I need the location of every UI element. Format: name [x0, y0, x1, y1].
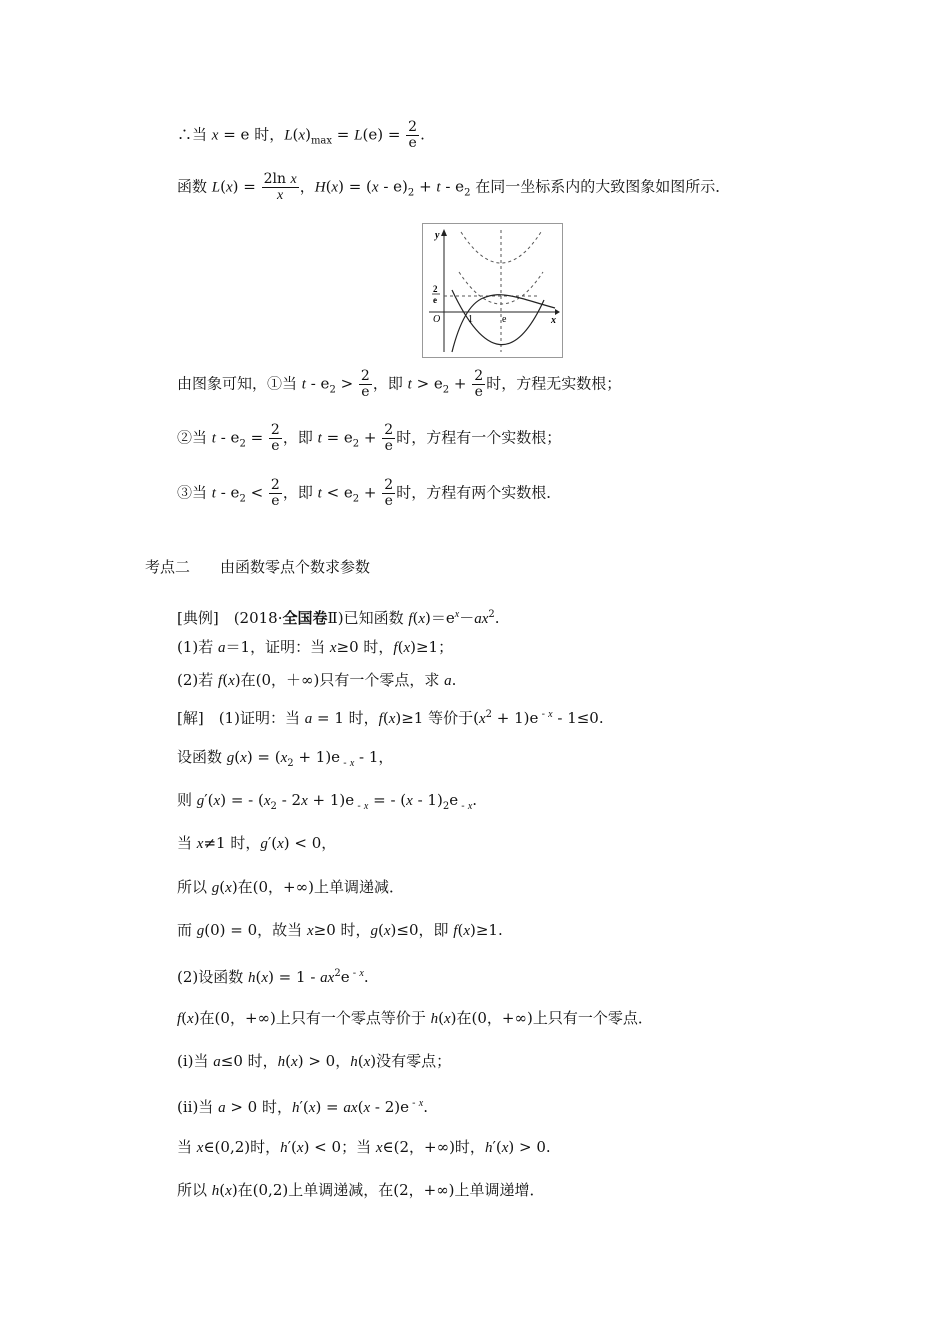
line-case-2: ②当 t - $e_2$ = $\frac{2}{e}$ ，即 $t = e_2$ + $\frac{2}{e}$ 时，方程有一个实数根；	[177, 422, 562, 454]
tick-1-label: 1	[468, 314, 473, 325]
line-case-1: 由图象可知，①当 t - $e_2$ > $\frac{2}{e}$ ，即 $t > e_2$ + $\frac{2}{e}$ 时，方程无实数根；	[177, 368, 622, 400]
solution-line-3: 则 g′(x) = - $(x_2 - 2x + 1)e$ $_{- x}$ = - $(x - 1)_2e$ $_{- x}$.	[177, 791, 478, 812]
y-axis-arrow	[441, 229, 447, 236]
parabola-middle	[459, 272, 543, 304]
line-case-3: ③当 t - $e_2$ < $\frac{2}{e}$ ，即 $t < e_2$ + $\frac{2}{e}$ 时，方程有两个实数根．	[177, 477, 562, 509]
solution-line-1: [解] (1)证明：当 a = 1 时，f(x)≥1 等价于$(x^2 + 1)e$ $^{- x}$ - 1≤0.	[177, 709, 604, 727]
section-heading: 考点二 由函数零点个数求参数	[145, 558, 371, 576]
solution-line-2: 设函数 $g(x) = (x_2 + 1)e$ $_{- x}$ - 1，	[177, 748, 394, 769]
line-functions: 函数 L(x) = $\frac{\text{2ln x}}{x}$ ，$H(x) = (x - e)_2 + t - e_2$ 在同一坐标系内的大致图象如图所示．	[177, 171, 731, 203]
solution-line-9: (ⅰ)当 a≤0 时，h(x) > 0，h(x)没有零点；	[177, 1052, 452, 1070]
solution-line-8: f(x)在(0，+∞)上只有一个零点等价于 h(x)在(0，+∞)上只有一个零点．	[177, 1009, 653, 1027]
parabola-solid	[452, 290, 544, 345]
line-lmax: ∴当 x = e 时，$L(x)_{max} = L(e)$ = $\frac{2}{e}$ .	[177, 119, 425, 151]
solution-line-12: 所以 h(x)在(0,2)上单调递减，在(2，+∞)上单调递增．	[177, 1181, 545, 1199]
example-line-3: (2)若 f(x)在(0，＋∞)只有一个零点，求 a.	[177, 671, 457, 689]
solution-line-5: 所以 g(x)在(0，+∞)上单调递减．	[177, 878, 404, 896]
tick-e-den-label: e	[433, 295, 437, 305]
tick-e-label: e	[502, 314, 507, 325]
y-label: y	[435, 230, 440, 241]
solution-line-7: (2)设函数 $h(x) = 1 - ax^2e$ $^{- x}$.	[177, 968, 369, 986]
graph-svg	[423, 224, 562, 357]
tick-2-label: 2	[433, 284, 438, 294]
function-graph	[422, 223, 563, 358]
example-line-2: (1)若 a＝1，证明：当 x≥0 时，f(x)≥1；	[177, 638, 454, 656]
x-label: x	[551, 315, 556, 326]
solution-line-4: 当 x≠1 时，g′(x) < 0，	[177, 834, 337, 852]
solution-line-11: 当 x∈(0,2)时，h′(x) < 0；当 x∈(2，+∞)时，h′(x) > 0.	[177, 1138, 551, 1156]
origin-label: O	[433, 314, 441, 325]
example-line-1: [典例] (2018·全国卷Ⅱ)已知函数 $f(x)=e^x-ax^2$.	[177, 609, 500, 627]
solution-line-6: 而 g(0) = 0，故当 x≥0 时，g(x)≤0，即 f(x)≥1.	[177, 921, 503, 939]
solution-line-10: (ⅱ)当 a > 0 时，h′(x) = ax(x - 2)e $^{- x}$.	[177, 1098, 428, 1116]
